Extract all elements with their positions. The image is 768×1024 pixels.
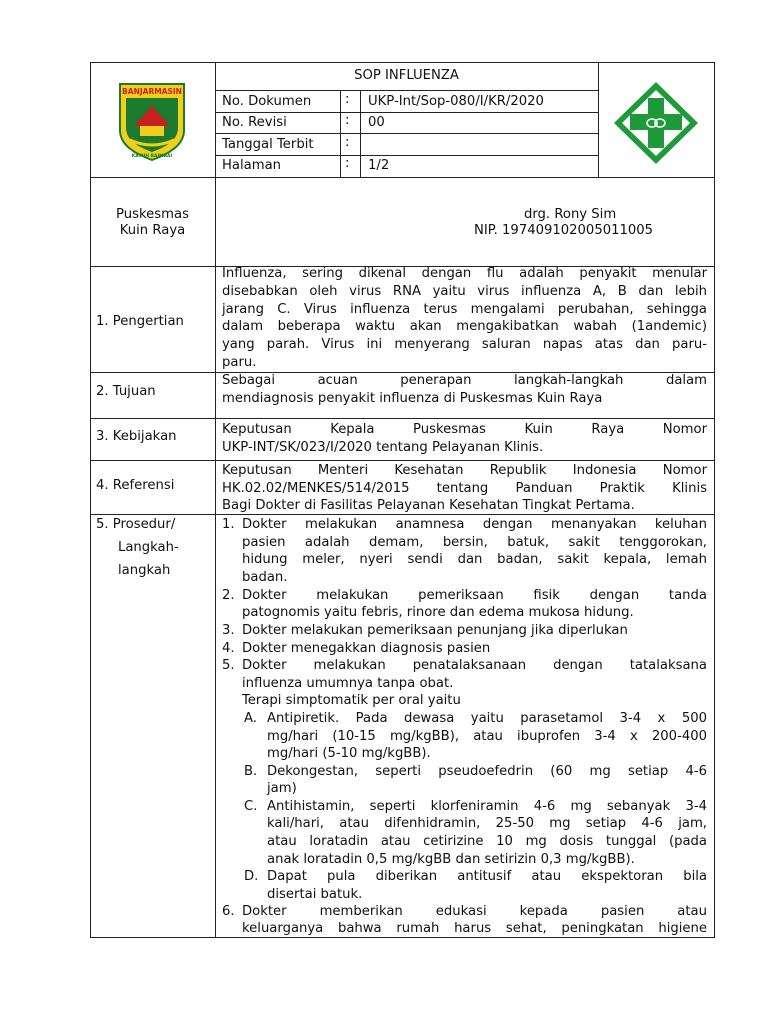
step-number: 5. [222,658,235,673]
text-line: keluarganya bahwa rumah harus sehat, peningkatan higiene [242,921,707,936]
text-line: pasien adalah demam, bersin, batuk, sakit tenggorokan, [242,535,707,550]
svg-text:KAYUH BAIMBAI: KAYUH BAIMBAI [131,154,173,159]
text-line: Antipiretik. Pada dewasa yaitu parasetamol 3-4 x 500 [267,711,707,726]
text-line: Terapi simptomatik per oral yaitu [242,693,461,708]
text-line: paru. [222,355,257,370]
halaman-label: Halaman [222,158,282,173]
step-number: 6. [222,904,235,919]
subitem-letter: B. [244,764,258,779]
org-name: Puskesmas [116,207,189,222]
text-line: Influenza, sering dikenal dengan flu adalah penyakit menular [222,266,707,281]
text-line: badan. [242,570,288,585]
section-label-kebijakan: 3. Kebijakan [96,429,177,444]
text-line: Dekongestan, seperti pseudoefedrin (60 mg setiap 4-6 [267,764,707,779]
text-line: patognomis yaitu febris, rinore dan edema mukosa hidung. [242,605,634,620]
section-label-pengertian: 1. Pengertian [96,314,184,329]
banjarmasin-logo [116,80,188,162]
colon-sep: : [345,92,350,107]
colon-sep: : [345,156,350,171]
halaman-value: 1/2 [368,158,390,173]
subitem-letter: C. [244,799,258,814]
text-line: Antihistamin, seperti klorfeniramin 4-6 mg sebanyak 3-4 [267,799,707,814]
text-line: HK.02.02/MENKES/514/2015 tentang Panduan Praktik Klinis [222,481,707,496]
text-line: Keputusan Kepala Puskesmas Kuin Raya Nomor [222,422,707,437]
text-line: mendiagnosis penyakit influenza di Puskesmas Kuin Raya [222,391,603,406]
step-number: 1. [222,517,235,532]
text-line: yang parah. Virus ini menyerang saluran napas atas dan paru- [222,337,707,352]
section-label-tujuan: 2. Tujuan [96,384,156,399]
text-line: jam) [267,781,297,796]
text-line: Dapat pula diberikan antitusif atau ekspektoran bila [267,869,707,884]
text-line: atau loratadin atau cetirizine 10 mg dosis tunggal (pada [267,834,707,849]
no-revisi-value: 00 [368,115,385,130]
step-number: 4. [222,641,235,656]
svg-text:BANJARMASIN: BANJARMASIN [122,87,182,96]
text-line: Dokter melakukan anamnesa dengan menanyakan keluhan [242,517,707,532]
text-line: disebabkan oleh virus RNA yaitu virus influenza A, B dan lebih [222,284,707,299]
subitem-letter: D. [244,869,259,884]
step-number: 3. [222,623,235,638]
puskesmas-logo [612,80,700,166]
text-line: dalam beberapa waktu akan mengakibatkan wabah (1andemic) [222,319,707,334]
text-line: Dokter melakukan penatalaksanaan dengan tatalaksana [242,658,707,673]
org-name: Kuin Raya [119,223,186,238]
text-line: UKP-INT/SK/023/I/2020 tentang Pelayanan Klinis. [222,440,544,455]
text-line: mg/hari (5-10 mg/kgBB). [267,746,431,761]
section-label-referensi: 4. Referensi [96,478,175,493]
text-line: mg/hari (10-15 mg/kgBB), atau ibuprofen 3-4 x 200-400 [267,729,707,744]
section-label-prosedur: 5. Prosedur/ [96,517,176,532]
text-line: kali/hari, atau difenhidramin, 25-50 mg setiap 4-6 jam, [267,816,707,831]
text-line: jarang C. Virus influenza terus mengalami perubahan, sehingga [222,302,707,317]
text-line: influenza umumnya tanpa obat. [242,676,454,691]
banjarmasin-emblem-icon [116,80,188,162]
text-line: anak loratadin 0,5 mg/kgBB dan setirizin 0,3 mg/kgBB). [267,852,635,867]
colon-sep: : [345,135,350,150]
subitem-letter: A. [244,711,257,726]
signer-nip: NIP. 197409102005011005 [474,223,654,238]
doc-title: SOP INFLUENZA [354,68,459,83]
puskesmas-cross-icon [612,80,700,166]
section-label-prosedur: Langkah- [118,540,179,555]
section-label-prosedur: langkah [118,563,171,578]
colon-sep: : [345,113,350,128]
text-line: Bagi Dokter di Fasilitas Pelayanan Kesehatan Tingkat Pertama. [222,498,635,513]
step-number: 2. [222,588,235,603]
signer-name: drg. Rony Sim [524,207,617,222]
text-line: Keputusan Menteri Kesehatan Republik Indonesia Nomor [222,463,707,478]
text-line: Dokter melakukan pemeriksaan fisik dengan tanda [242,588,707,603]
no-dokumen-value: UKP-Int/Sop-080/I/KR/2020 [368,94,544,109]
tanggal-terbit-label: Tanggal Terbit [222,137,314,152]
no-dokumen-label: No. Dokumen [222,94,312,109]
text-line: Sebagai acuan penerapan langkah-langkah dalam [222,373,707,388]
text-line: disertai batuk. [267,887,363,902]
text-line: Dokter memberikan edukasi kepada pasien atau [242,904,707,919]
text-line: Dokter menegakkan diagnosis pasien [242,641,491,656]
no-revisi-label: No. Revisi [222,115,287,130]
text-line: hidung meler, nyeri sendi dan badan, sakit kepala, lemah [242,552,707,567]
text-line: Dokter melakukan pemeriksaan penunjang jika diperlukan [242,623,628,638]
